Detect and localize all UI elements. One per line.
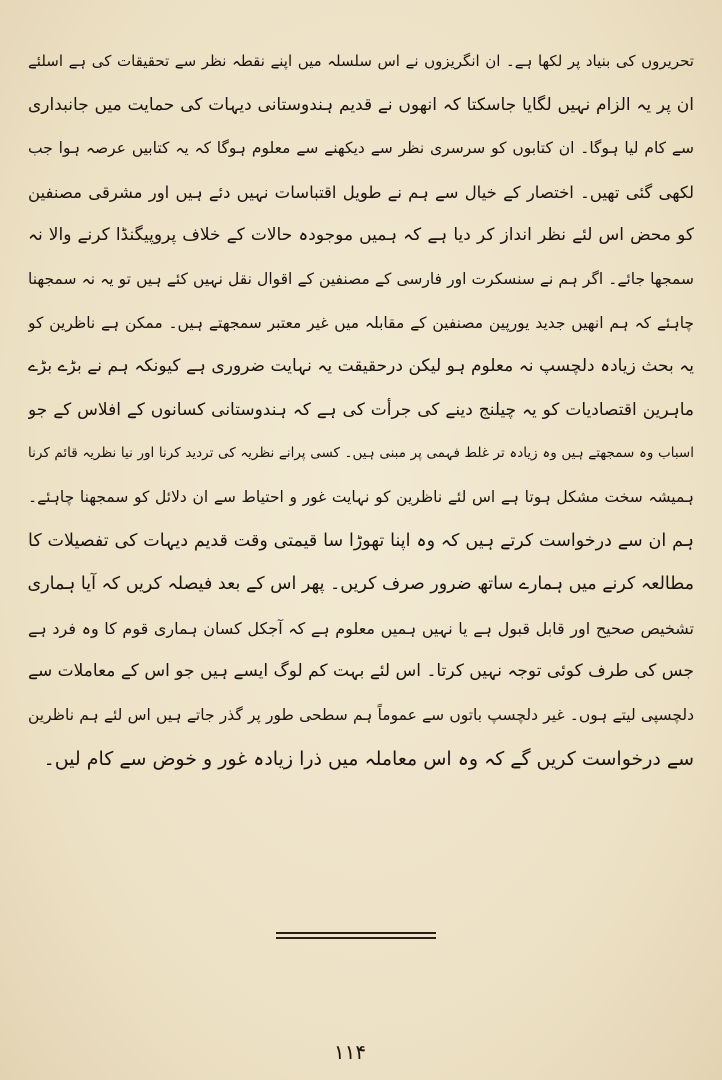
text-line: جس کی طرف کوئی توجہ نہیں کرتا۔ اس لئے بہت کم لوگ ایسے ہیں جو اس کے معاملات سے	[28, 661, 694, 682]
text-line: مطالعہ کرنے میں ہمارے ساتھ ضرور صرف کریں۔ پھر اس کے بعد فیصلہ کریں کہ آیا ہماری	[28, 574, 694, 595]
text-line: کو محض اس لئے نظر انداز کر دیا ہے کہ ہمیں موجودہ حالات کے خلاف پروپیگنڈا کرنے والا نہ	[28, 225, 694, 246]
text-line: یہ بحث زیادہ دلچسپ نہ معلوم ہو لیکن درحقیقت یہ نہایت ضروری ہے کیونکہ ہم نے بڑے بڑے	[28, 356, 694, 377]
text-line: لکھی گئی تھیں۔ اختصار کے خیال سے ہم نے طویل اقتباسات نہیں دئے ہیں اور مشرقی مصنفین	[28, 182, 694, 202]
text-line: ان پر یہ الزام نہیں لگایا جاسکتا کہ انھوں نے قدیم ہندوستانی دیہات کی حمایت میں جانبداری	[28, 94, 694, 115]
text-line: چاہئے کہ ہم انھیں جدید یورپین مصنفین کے مقابلہ میں غیر معتبر سمجھتے ہیں۔ ممکن ہے ناظرین کو	[28, 313, 694, 332]
text-line-last: سے درخواست کریں گے کہ وہ اس معاملہ میں ذرا زیادہ غور و خوض سے کام لیں۔	[43, 747, 694, 770]
text-line: اسباب وہ سمجھتے ہیں وہ زیادہ تر غلط فہمی پر مبنی ہیں۔ کسی پرانے نظریہ کی تردید کرنا اور نیا نظریہ قائم کرنا	[28, 445, 694, 462]
text-line: ہمیشہ سخت مشکل ہوتا ہے اس لئے ناظرین کو نہایت غور و احتیاط سے ان دلائل کو سمجھنا چاہئے۔	[28, 487, 694, 506]
text-line: دلچسپی لیتے ہوں۔ غیر دلچسپ باتوں سے عموماً ہم سطحی طور پر گذر جاتے ہیں اس لئے ہم ناظرین	[28, 705, 694, 724]
text-line: ماہرین اقتصادیات کو یہ چیلنج دینے کی جرأت کی ہے کہ ہندوستانی کسانوں کے افلاس کے جو	[28, 399, 694, 420]
text-line: ہم ان سے درخواست کرتے ہیں کہ وہ اپنا تھوڑا سا قیمتی وقت قدیم دیہات کی تفصیلات کا	[28, 530, 694, 551]
page-number: ۱۱۴	[333, 1040, 367, 1064]
divider-rule-top	[276, 932, 436, 934]
section-divider	[276, 932, 436, 940]
text-line: تحریروں کی بنیاد پر لکھا ہے۔ ان انگریزوں نے اس سلسلہ میں اپنے نقطہ نظر سے تحقیقات کی ہے اسلئے	[28, 52, 694, 70]
text-line: تشخیص صحیح اور قابل قبول ہے یا نہیں ہمیں معلوم ہے کہ آجکل کسان ہماری قوم کا وہ فرد ہے	[28, 618, 694, 638]
text-line: سے کام لیا ہوگا۔ ان کتابوں کو سرسری نظر سے دیکھنے سے معلوم ہوگا کہ یہ کتابیں عرصہ ہوا جب	[28, 139, 694, 158]
text-line: سمجھا جائے۔ اگر ہم نے سنسکرت اور فارسی کے مصنفین کے اقوال نقل نہیں کئے ہیں تو یہ نہ سمجھنا	[28, 269, 694, 288]
body-text	[28, 40, 694, 781]
divider-rule-bottom	[276, 937, 436, 939]
